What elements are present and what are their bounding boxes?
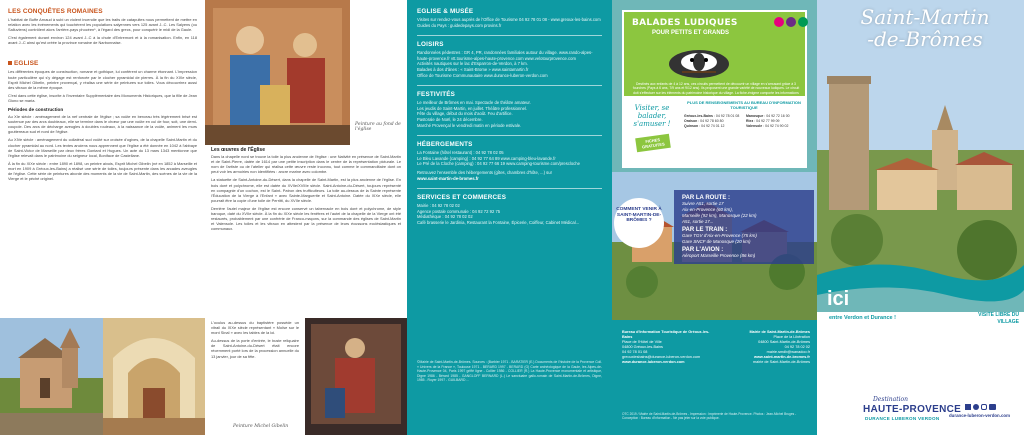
list-item: Pastorale de Noël, le 24 décembre. (417, 116, 483, 122)
social-icons (965, 404, 996, 410)
dest-sub: DURANCE LUBERON VERDON (865, 416, 940, 421)
orange-square-icon (8, 61, 12, 65)
oeuvres-p1: Dans la chapelle nord se trouve la toile la plus ancienne de l'église : une Nativité en présence de Saint-Martin et de Saint-Pierre, datée de 1614 par une petite inscription dans le centre de la représentation picturale. Le nom de l'artiste ou de l'atelier qui réalisa cette œuvre reste inconnu, tout comme le commanditaire dont on peut voir les armoiries non identifiées : ancre marine avec colombe. (211, 154, 401, 175)
hebergements-note: Retrouvez l'ensemble des hébergements (gîtes, chambres d'hôte, ...) sur (417, 169, 552, 175)
contact-item: Gréoux-les-Bains : 04 92 78 01 08 (684, 114, 740, 118)
caption-bottom: Peinture Michel Gibelin (233, 424, 289, 429)
youtube-icon[interactable] (989, 404, 996, 410)
eglise-title (8, 60, 197, 67)
ici-logo-icon: ici (827, 288, 850, 310)
address-line: Place de l'Hôtel de Ville (622, 340, 662, 344)
church-exterior-photo (0, 318, 103, 435)
eglise-p1: Les différentes époques de construction, romane et gothique, lui confèrent un charme étonnant. L'impression toute particulière qui s'y dégage est renforcée par le clocher pyramidal de pierres. À la fin du XIXe siècle, Esprit Michel Gibelin, peintre provençal, y réalisa une série de peintures sur toiles. Vous découvrirez aussi des vitraux de la même époque. (8, 69, 197, 90)
list-item: Guides du Pays : guidedepays.com provins.fr (417, 22, 502, 28)
contact-item: Quinson : 04 92 74 01 12 (684, 124, 725, 128)
bureau-title: Bureau d'Information Touristique de Gréoux-les-Bains (622, 330, 710, 339)
church-interior-photo (103, 318, 205, 435)
bureau-address (622, 330, 712, 365)
route-line: A51, sortie 17... (682, 219, 714, 224)
contact-phone: 04 92 72 16 00 (766, 114, 790, 118)
panel-history (0, 0, 205, 435)
contact-town: Riez (746, 119, 754, 123)
contact-town: Valensole (746, 124, 763, 128)
cover-bottom (817, 312, 1024, 435)
eglise-musee-section (417, 8, 602, 28)
website-link[interactable]: durance-luberon-verdon.com (949, 413, 1010, 418)
contact-town: Oraison (684, 119, 698, 123)
panel-cover (817, 0, 1024, 435)
list-item: Mairie : 04 92 78 02 02 (417, 203, 460, 209)
balades-text: Destinés aux enfants de 4 à 12 ans, ces circuits permettent de découvrir un village en s'amusant grâce à 3 fourches (Pays à 6 ans, 7/9 ans et 9/12 ans). Ils proposent une grande variété de nouveaux ludiques. Le circuit doit s'effectuer sur les éléments du patrimoine historique du village. La fiche-énigme comporte les informations (632, 82, 800, 95)
festivites-section (417, 91, 602, 128)
visite-libre: VISITE LIBRE DU VILLAGE (978, 312, 1019, 325)
hebergements-section (417, 141, 602, 181)
address-website[interactable]: www.durance-luberon-verdon.com (622, 360, 685, 364)
oeuvres-text (211, 148, 401, 234)
address-line: 04 92 78 02 02 (784, 345, 810, 349)
list-item: Les jeudis de Saint-Martin, en juillet. Théâtre professionnel. (417, 105, 528, 111)
list-item: Randonnées pédestres : GR 4, PR, randonnées familiales autour du village. www.rando-alpes-haute-provence.fr vtt.tourisme-alpes-haute-provence.com www.velotourprovence.com (417, 50, 593, 61)
train-lines (682, 233, 806, 245)
contact-phone: 04 92 74 01 12 (701, 124, 725, 128)
contact-item: Riez : 04 92 77 99 09 (746, 119, 780, 123)
route-line: Marseille (92 km), Manosque (22 km) (682, 213, 757, 218)
eglise-text (8, 69, 197, 103)
conquetes-p1: L'habitat de Buffe Arnaud à subi un violent incendie que les traits de catapultes nous permettent de mettre en relation avec les événements qui touchèrent les populations salyennes vers 125 avant J.-C. Les Salyens (ou Salluviens) contrôlent alors l'arrière-pays phocéen*, à l'égard des grecs, pour conquérir le midi de la Gaule. (8, 17, 197, 33)
info-card (622, 96, 807, 168)
panel-artworks (205, 0, 407, 435)
facebook-icon[interactable] (965, 404, 971, 410)
loisirs-section (417, 41, 602, 78)
cover-title-line2: -de-Brômes (867, 27, 983, 51)
services-section (417, 194, 602, 225)
train-title: PAR LE TRAIN : (682, 227, 728, 233)
contact-item: Oraison : 04 92 78 60 80 (684, 119, 724, 123)
address-line: Place de la Libération (773, 335, 810, 339)
badger-mascot-icon (664, 40, 734, 80)
slogan: entre Verdon et Durance ! (829, 315, 896, 321)
gibelin-painting-photo (305, 318, 407, 435)
cover-title (835, 6, 1015, 50)
conquetes-p2: C'est également durant environ 124 avant J.-C à la chute d'Entremont et à la romanisation. Enfin, en 118 avant J.-C ainsi qu'est créée la province romaine de Narbonnaise. (8, 35, 197, 46)
visiter-text: Visiter, se balader, s'amuser ! (633, 104, 671, 128)
avion-title: PAR L'AVION : (682, 247, 724, 253)
contact-phone: 04 92 77 99 09 (756, 119, 780, 123)
avion-line: Aéroport Marseille Provence (86 km) (682, 253, 756, 258)
periodes-title: Périodes de construction (8, 107, 64, 113)
list-item: Fête du village, début du mois d'août. Feu d'artifice. (417, 111, 513, 117)
oeuvres-p5: Au-dessus de la porte d'entrée, le buste reliquaire de Saint-Antoine-du-Désert était encore récemment porté lors de la procession annuelle du 13 janvier, jour de sa fête. (211, 338, 299, 359)
route-line: Suivre A51, sortie 17 (682, 201, 724, 206)
hebergements-link[interactable]: www.saint-martin-de-bromes.fr (417, 175, 479, 181)
cover-title-line1: Saint-Martin (860, 5, 990, 29)
periode-item: Au XIe siècle : aménagement de la nef centrale de l'église ; sa voûte en berceau très légèrement brisé est soutenue par des arcs doubleaux, elle se termine dans le chœur par une voûte en cul de four, soit, une demi-coupole. Des arcs de décharge aveugles à doubles rouleaux, à la naissance de la voûte, animent les murs gouttereaux sud et nord de l'église. (8, 114, 197, 135)
caption-top: Peinture au fond de l'église (355, 122, 401, 132)
route-title: PAR LA ROUTE : (682, 195, 730, 201)
address-block (612, 320, 817, 435)
contact-town: Quinson (684, 124, 699, 128)
age-badge-icon (774, 17, 784, 27)
eglise-title-text: EGLISE (14, 60, 39, 68)
contact-phone: 04 92 78 01 08 (715, 114, 740, 118)
address-line: 04800 Saint-Martin-de-Brômes (758, 340, 810, 344)
contact-phone: 04 92 74 90 02 (765, 124, 789, 128)
instagram-icon[interactable] (981, 404, 987, 410)
panel-practical-info (407, 0, 612, 435)
mairie-address (720, 330, 810, 365)
list-item: La Fontaine (hôtel restaurant) : 04 92 78 02 05 (417, 150, 504, 156)
list-item: Office de Tourisme Communautaire www.durance-luberon-verdon.com (417, 72, 548, 78)
contacts-grid (684, 114, 804, 128)
oeuvres-text-2 (211, 320, 299, 362)
address-facebook[interactable]: mairie de Saint-Martin-de-Brômes (753, 360, 810, 364)
eglise-p2: C'est dans cette église, inscrite à l'Inventaire Supplémentaire des Monuments Historiques, que la fille de Jean Giono se maria. (8, 92, 197, 103)
age-badge-icon (798, 17, 808, 27)
contact-town: Manosque (746, 114, 764, 118)
list-item: Marché Provençal le vendredi matin en période estivale. (417, 122, 522, 128)
footer-text: OTC 2019 / Mairie de Saint-Martin-de-Brômes - Impression : Imprimerie de Haute-Provence. Photos : Jean-Michel Bruges - Conception : Bureau d'Information - Ne pas jeter sur la voie publique. (622, 412, 797, 421)
oeuvres-p2: La statuette de Saint-Antoine-du-Désert, dans la chapelle de Saint-Martin, est la plus ancienne de l'église. En bois doré et polychrome, elle est datée du XVIIe/XVIIIe siècle. Saint-Antoine-du-Désert, toujours représenté en compagnie d'un cochon, est le Saint- Patron des trufficulteurs. La toile au-dessus de la Sainte représente l'Éducation de la Vierge à l'Enfant » avec Sainte-Marguerite et Saint-Antoine. Datée du XIXe siècle, elle pourrait être la copie d'une toile de Perritti, du XVIIe siècle. (211, 177, 401, 203)
hebergements-title: HÉBERGEMENTS (417, 141, 473, 149)
age-badge-icon (786, 17, 796, 27)
contact-item: Valensole : 04 92 74 90 02 (746, 124, 789, 128)
train-line: Gare SNCF de Manosque (20 km) (682, 239, 751, 244)
twitter-icon[interactable] (973, 404, 979, 410)
address-email[interactable]: mairie.smdb@wanadoo.fr (766, 350, 810, 354)
list-item: Le Pré de la Cloche (camping) : 04 92 77 66 19 www.camping-tourisme.com/prescloche (417, 161, 580, 167)
credits-text: ©Mairie de Saint-Martin-de-Brômes. Sources : (Barbier 1971 - BARATIER (E.) Documents de l'histoire de la Provence Coll. « Univers de la France », Toulouse 1971 - BERARD 1997 - BERARD (G) Carte archéologique de la Gaule, les Alpes-de-Haute-Provence 04, Paris 1997 griffé ligne - Collier 1986 - COLLIER (R.) La Haute-Provence monumentale et artistique, Digne 1986 - Bérard 1985 - GANGLOFF BERNARD (L.) Le sanctuaire gallo-romain de Saint-Martin-de-Brômes, Digne, 1985 - Royer 1997 - GUILBARD ... (417, 360, 602, 382)
address-line: 04 92 78 01 08 (622, 350, 648, 354)
access-box (674, 190, 814, 264)
conquetes-text (8, 17, 197, 45)
dest-name: HAUTE-PROVENCE (863, 404, 962, 415)
contact-item: Manosque : 04 92 72 16 00 (746, 114, 790, 118)
eglise-musee-title: EGLISE & MUSÉE (417, 8, 474, 15)
balades-title: BALADES LUDIQUES (632, 18, 738, 28)
route-lines (682, 201, 806, 225)
comment-venir-badge: COMMENT VENIR À SAINT-MARTIN-DE-BRÔMES ? (614, 198, 664, 248)
periode-item: À la fin du XIXe siècle : entre 1890 et 1898, un peintre aixois, Esprit Michel Gibelin (né en 1852 à Marseille et mort en 1909 à Gréoux-les-Bains) a réalisé une série de toiles, toujours présente dans les arcades aveugles de l'église. Cette série de peintures aborde des moments de la vie de Saint-Martin, des scènes de la vie de la Vierge et le péché originel. (8, 160, 197, 182)
fiches-badge: FICHES GRATUITES (635, 134, 671, 153)
train-line: Gare TGV d'Aix-en-Provence (75 km) (682, 233, 757, 238)
age-badges (774, 17, 808, 27)
address-website[interactable]: www.saint-martin-de-bromes.fr (754, 355, 810, 359)
loisirs-title: LOISIRS (417, 41, 444, 49)
balades-subtitle: POUR PETITS ET GRANDS (652, 30, 730, 36)
list-item: Le meilleur de Brômes en mai. Spectacle de théâtre amateur. (417, 100, 531, 106)
dest-label: Destination (873, 396, 909, 403)
list-item: Café brasserie le Jardinia, Restaurant la Fontaine, Épicerie, Coiffeur, Cabinet Médical... (417, 219, 580, 225)
list-item: Le Bleu Lavande (camping) : 04 92 77 64 89 www.camping-bleu-lavande.fr (417, 155, 556, 161)
contact-phone: 04 92 78 60 80 (700, 119, 724, 123)
list-item: Agence postale communale : 04 92 72 92 75 (417, 208, 501, 214)
fresco-painting-photo (205, 0, 350, 145)
mairie-title: Mairie de Saint-Martin-de-Brômes (749, 330, 810, 334)
contact-town: Gréoux-les-Bains (684, 114, 713, 118)
oeuvres-p4: L'oculus au-dessus du baptistère possède un vitrail du XIXe siècle représentant « Moïse sur le mont Sinaï » avec les tables de la loi. (211, 320, 299, 336)
services-title: SERVICES ET COMMERCES (417, 194, 507, 202)
list-item: Visites sur rendez-vous auprès de l'Office de Tourisme 04 92 78 01 08 - www.greoux-les-bains.com (417, 17, 601, 22)
oeuvres-p3: Derrière l'autel majeur de l'église est encore conservé un tabernacle en bois doré et polychrome, de style baroque, daté du XVIIe siècle. À la fin du XIXe siècle les fenêtres et l'autel de la chapelle de la Vierge ont été restaurés, probablement par une confrérie de Franco-maçons, sur la commande des églises de Saint-Martin et Valensole. Les toiles et les vitraux en attestent par la présence de leurs écussons ecclésiastiques et communaux. (211, 205, 401, 232)
periodes-list (8, 114, 197, 181)
address-line: 04800 Gréoux-les-Bains (622, 345, 663, 349)
list-item: Médiathèque : 04 92 78 02 02 (417, 214, 473, 220)
oeuvres-title: Les œuvres de l'Église (211, 147, 265, 153)
panel-balades (612, 0, 817, 435)
renseignements-title: PLUS DE RENSEIGNEMENTS AU BUREAU D'INFORMATION TOURISTIQUE (687, 100, 801, 110)
festivites-title: FESTIVITÉS (417, 91, 456, 99)
list-item: Balades à dos d'ânes : « Saint-Brome » www.saintamartin.fr (417, 66, 529, 72)
conquetes-title: LES CONQUÊTES ROMAINES (8, 8, 103, 15)
address-email[interactable]: greouxlesbains@durance-luberon-verdon.com (622, 355, 701, 359)
list-item: Activités nautiques sur le lac d'Esparron-de-Verdon, à 7 km. (417, 61, 528, 67)
route-line: Aix-en-Provence (60 km), (682, 207, 734, 212)
periode-item: Au XIVe siècle : aménagement du collatéral sud voûté sur croisée d'ogives, de la chapelle Saint-Martin et du clocher pyramidal au nord. Les textes anciens nous apprennent que l'église a été donnée en 1042 à l'abbaye de Saint-Victor de Marseille par deux frères Gontard et Hugues. Un acte du 13 mars 1343 mentionne que l'église relevait dans le patrimoine du seigneur local, Boniface de Castellane. (8, 137, 197, 158)
